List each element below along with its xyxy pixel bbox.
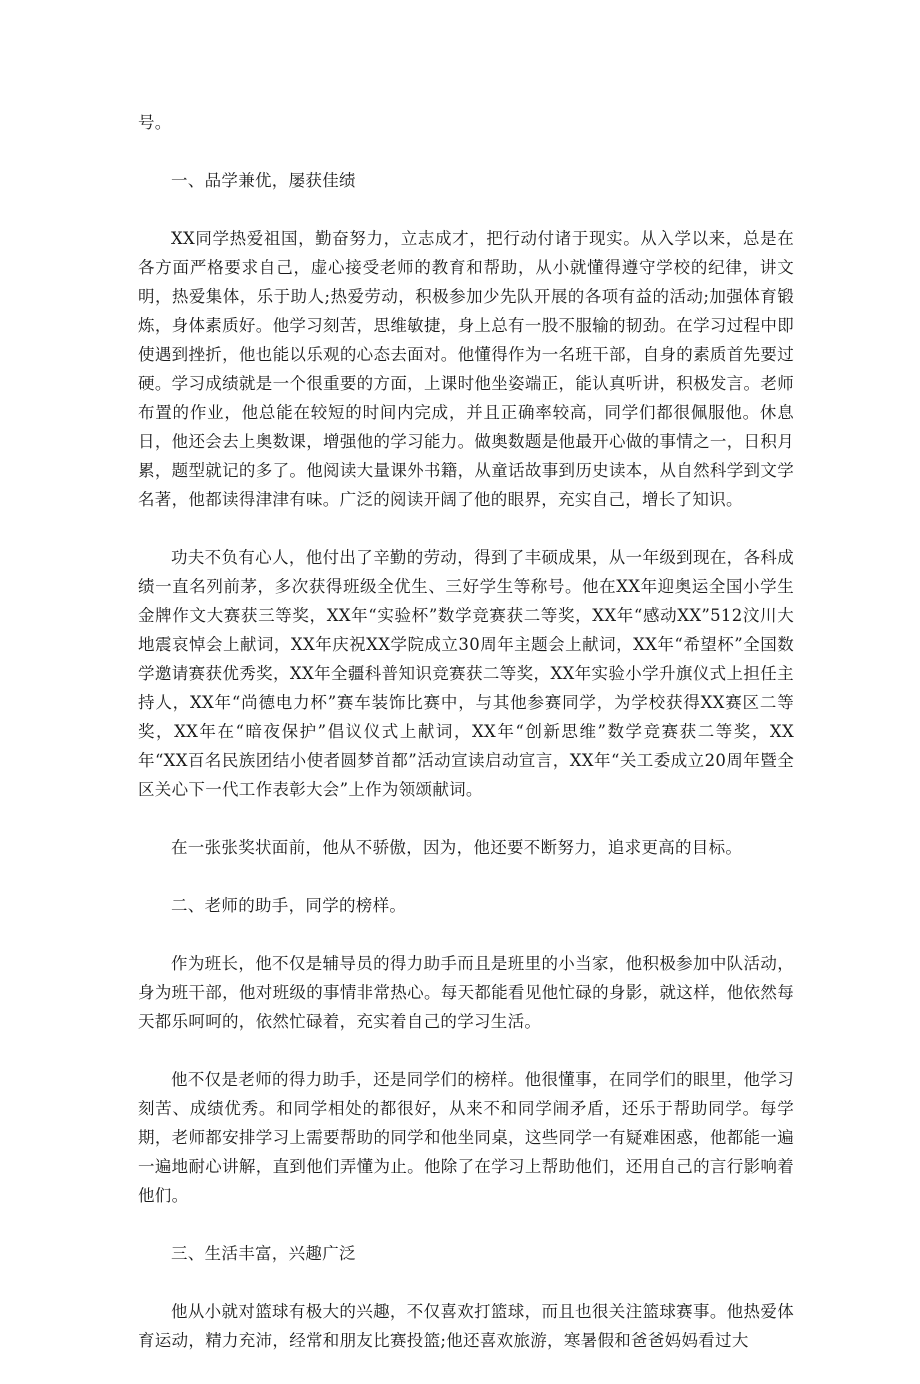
section-heading-3: 三、生活丰富，兴趣广泛 bbox=[171, 1244, 356, 1263]
paragraph: 他从小就对篮球有极大的兴趣，不仅喜欢打篮球，而且也很关注篮球赛事。他热爱体育运动，精力充沛，经常和朋友比赛投篮;他还喜欢旅游，寒暑假和爸爸妈妈看过大 bbox=[138, 1302, 794, 1350]
paragraph: 作为班长，他不仅是辅导员的得力助手而且是班里的小当家，他积极参加中队活动，身为班干部，他对班级的事情非常热心。每天都能看见他忙碌的身影，就这样，他依然每天都乐呵呵的，依然忙碌着，充实着自己的学习生活。 bbox=[138, 954, 794, 1031]
paragraph: 在一张张奖状面前，他从不骄傲，因为，他还要不断努力，追求更高的目标。 bbox=[171, 838, 743, 857]
section-heading-2: 二、老师的助手，同学的榜样。 bbox=[171, 896, 407, 915]
paragraph: 他不仅是老师的得力助手，还是同学们的榜样。他很懂事，在同学们的眼里，他学习刻苦、成绩优秀。和同学相处的都很好，从来不和同学闹矛盾，还乐于帮助同学。每学期，老师都安排学习上需要帮助的同学和他坐同桌，这些同学一有疑难困惑，他都能一遍一遍地耐心讲解，直到他们弄懂为止。他除了在学习上帮助他们，还用自己的言行影响着他们。 bbox=[138, 1070, 794, 1205]
paragraph-continuation: 号。 bbox=[138, 113, 172, 132]
document-body bbox=[138, 108, 794, 1384]
paragraph: XX同学热爱祖国，勤奋努力，立志成才，把行动付诸于现实。从入学以来，总是在各方面严格要求自己，虚心接受老师的教育和帮助，从小就懂得遵守学校的纪律，讲文明，热爱集体，乐于助人;热爱劳动，积极参加少先队开展的各项有益的活动;加强体育锻炼，身体素质好。他学习刻苦，思维敏捷，身上总有一股不服输的韧劲。在学习过程中即使遇到挫折，他也能以乐观的心态去面对。他懂得作为一名班干部，自身的素质首先要过硬。学习成绩就是一个很重要的方面，上课时他坐姿端正，能认真听讲，积极发言。老师布置的作业，他总能在较短的时间内完成，并且正确率较高，同学们都很佩服他。休息日，他还会去上奥数课，增强他的学习能力。做奥数题是他最开心做的事情之一，日积月累，题型就记的多了。他阅读大量课外书籍，从童话故事到历史读本，从自然科学到文学名著，他都读得津津有味。广泛的阅读开阔了他的眼界，充实自己，增长了知识。 bbox=[138, 229, 794, 509]
section-heading-1: 一、品学兼优，屡获佳绩 bbox=[171, 171, 356, 190]
paragraph: 功夫不负有心人，他付出了辛勤的劳动，得到了丰硕成果，从一年级到现在，各科成绩一直名列前茅，多次获得班级全优生、三好学生等称号。他在XX年迎奥运全国小学生金牌作文大赛获三等奖，XX年“实验杯”数学竞赛获二等奖，XX年“感动XX”512汶川大地震哀悼会上献词，XX年庆祝XX学院成立30周年主题会上献词，XX年“希望杯”全国数学邀请赛获优秀奖，XX年全疆科普知识竞赛获二等奖，XX年实验小学升旗仪式上担任主持人，XX年“尚德电力杯”赛车装饰比赛中，与其他参赛同学，为学校获得XX赛区二等奖，XX年在“暗夜保护”倡议仪式上献词，XX年“创新思维”数学竞赛获二等奖，XX年“XX百名民族团结小使者圆梦首都”活动宣读启动宣言，XX年“关工委成立20周年暨全区关心下一代工作表彰大会”上作为领颂献词。 bbox=[138, 548, 794, 799]
